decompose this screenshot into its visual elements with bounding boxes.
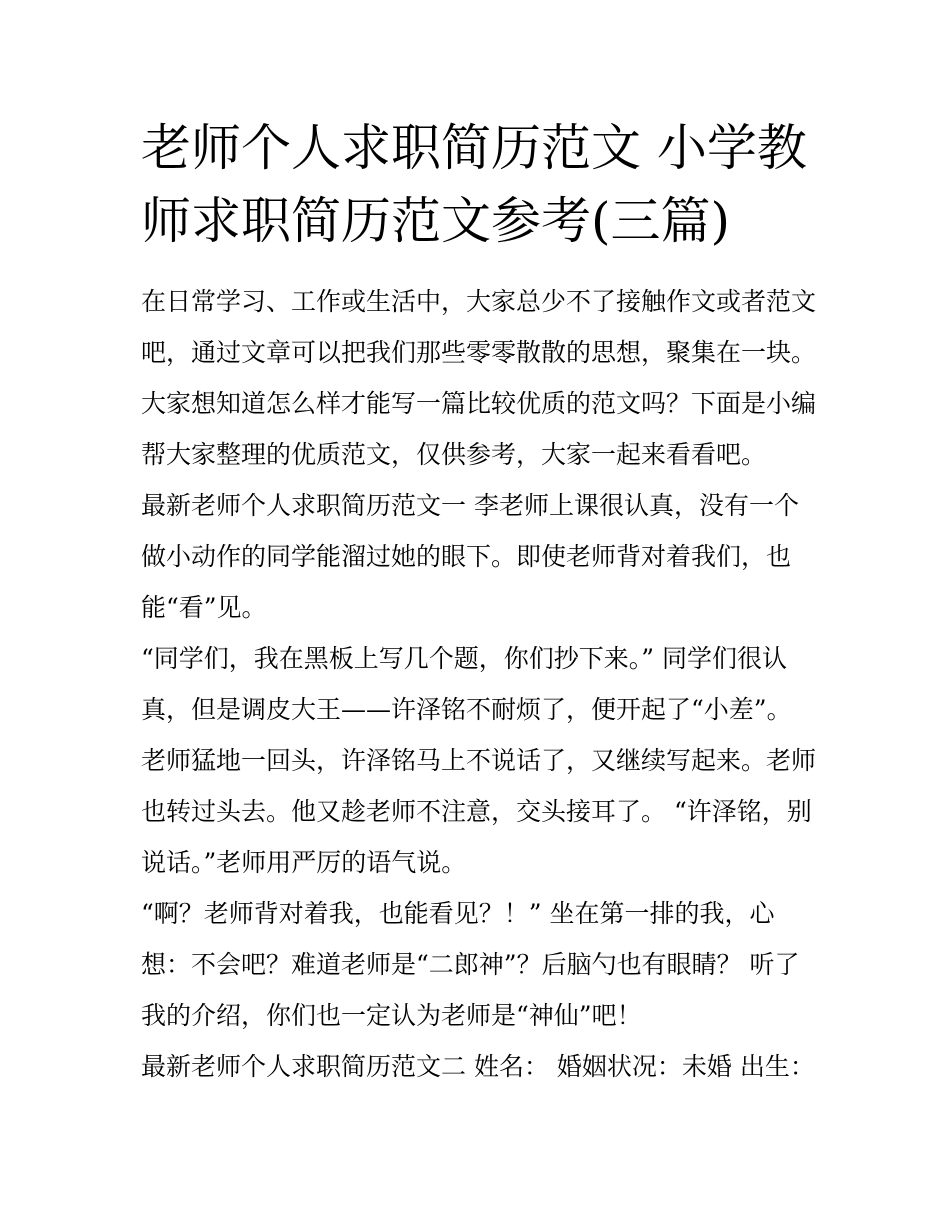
body-line-4: 帮大家整理的优质范文，仅供参考，大家一起来看看吧。 xyxy=(141,440,767,469)
title-line-2: 师求职简历范文参考(三篇) xyxy=(141,192,731,250)
body-line-9: 真，但是调皮大王——许泽铭不耐烦了，便开起了“小差”。 xyxy=(141,695,792,724)
document-title xyxy=(141,112,831,258)
body-line-16: 最新老师个人求职简历范文二 姓名： 婚姻状况：未婚 出生： xyxy=(141,1052,815,1081)
body-line-15: 我的介绍，你们也一定认为老师是“神仙”吧！ xyxy=(141,1001,642,1030)
document-body xyxy=(141,276,831,1092)
body-line-1: 在日常学习、工作或生活中，大家总少不了接触作文或者范文 xyxy=(141,287,817,316)
body-line-5: 最新老师个人求职简历范文一 李老师上课很认真，没有一个 xyxy=(141,491,799,520)
body-line-2: 吧，通过文章可以把我们那些零零散散的思想，聚集在一块。 xyxy=(141,338,817,367)
body-line-8: “同学们，我在黑板上写几个题，你们抄下来。” 同学们很认 xyxy=(141,644,788,673)
body-line-13: “啊？老师背对着我，也能看见？！” 坐在第一排的我，心 xyxy=(141,899,775,928)
body-line-11: 也转过头去。他又趁老师不注意，交头接耳了。 “许泽铭，别 xyxy=(141,797,812,826)
body-line-14: 想：不会吧？难道老师是“二郎神”？后脑勺也有眼睛？ 听了 xyxy=(141,950,800,979)
body-line-12: 说话。”老师用严厉的语气说。 xyxy=(141,848,467,877)
title-line-1: 老师个人求职简历范文 小学教 xyxy=(141,119,807,177)
body-line-3: 大家想知道怎么样才能写一篇比较优质的范文吗？下面是小编 xyxy=(141,389,817,418)
body-line-10: 老师猛地一回头，许泽铭马上不说话了，又继续写起来。老师 xyxy=(141,746,817,775)
body-line-6: 做小动作的同学能溜过她的眼下。即使老师背对着我们，也 xyxy=(141,542,792,571)
body-line-7: 能“看”见。 xyxy=(141,593,267,622)
